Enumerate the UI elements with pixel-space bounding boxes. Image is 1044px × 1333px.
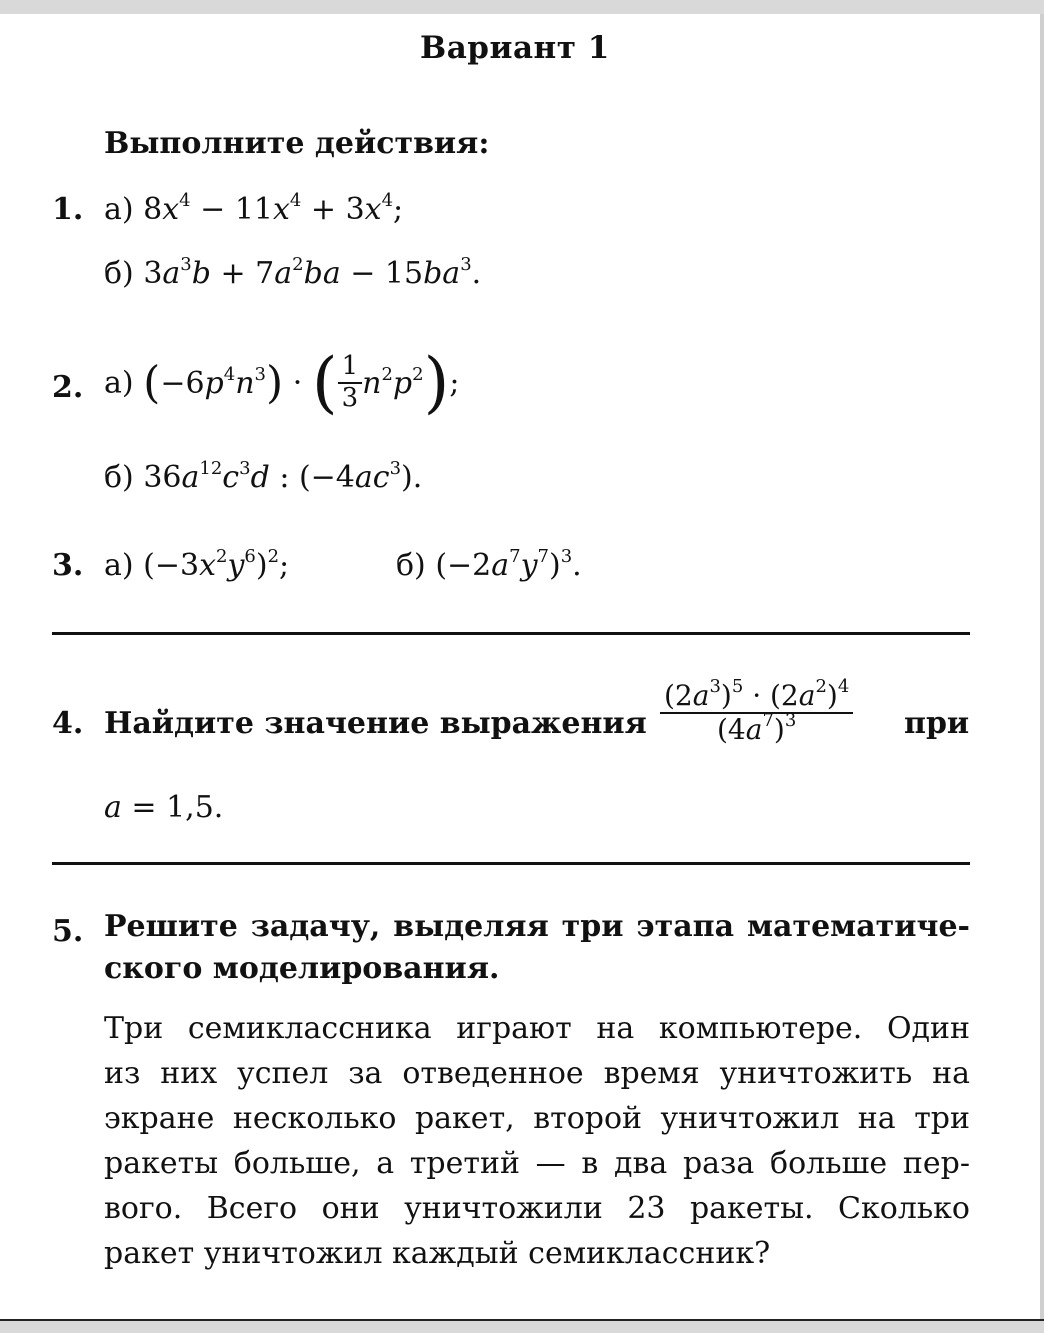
task-1b-expression: $3a^3b + 7a^2ba - 15ba^3$. — [143, 254, 482, 291]
instructions: Выполните действия: — [104, 126, 490, 161]
task-1a-label: а) — [104, 192, 134, 227]
task-4-number: 4. — [52, 706, 84, 741]
task-5-body-line: Три семиклассника играют на компьютере. Один — [104, 1011, 970, 1046]
task-2a — [104, 344, 460, 421]
task-3a-expression: $(-3x^2y^6)^2$; — [143, 546, 290, 583]
task-3a-label: а) — [104, 548, 134, 583]
task-5-body-line: ракеты больше, а третий — в два раза больше пер- — [104, 1146, 970, 1181]
task-5-body-line: экране несколько ракет, второй уничтожил на три — [104, 1101, 970, 1136]
task-4-condition: a = 1,5. — [104, 790, 224, 825]
task-1-number: 1. — [52, 192, 84, 227]
task-3-number: 3. — [52, 548, 84, 583]
task-2a-label: а) — [104, 365, 134, 401]
task-5-body-line: вого. Всего они уничтожили 23 ракеты. Сколько — [104, 1191, 970, 1226]
task-1a-expression: $8x^4 - 11x^4 + 3x^4$; — [143, 190, 404, 227]
task-5-body-line: ракет уничтожил каждый семиклассник? — [104, 1236, 771, 1271]
task-3b-expression: $(-2a^7y^7)^3$. — [435, 546, 582, 583]
task-3b-label: б) — [396, 548, 426, 583]
divider — [52, 862, 970, 865]
task-3a — [104, 548, 289, 583]
task-5-number: 5. — [52, 914, 84, 949]
page-title: Вариант 1 — [420, 30, 610, 66]
task-2b-label: б) — [104, 460, 134, 495]
task-2b-expression: $36a^{12}c^3d$ : $(-4ac^3)$. — [143, 458, 423, 495]
task-3b — [396, 548, 582, 583]
divider — [52, 632, 970, 635]
task-2a-expression: $(-6p^4n^3)$ · ( $\frac{1}{3}$ $n^2p^2$); — [143, 344, 460, 421]
task-1a — [104, 192, 403, 227]
task-2-number: 2. — [52, 370, 84, 405]
task-4-fraction: $\frac{(2a^3)^5 \cdot (2a^2)^4}{(4a^7)^3}$ — [660, 680, 853, 746]
task-5-body-line: из них успел за отведенное время уничтожить на — [104, 1056, 970, 1091]
task-5-heading-line: Решите задачу, выделяя три этапа математиче- — [104, 909, 970, 944]
task-4-text: Найдите значение выражения — [104, 706, 647, 741]
task-1b — [104, 256, 481, 291]
task-5-heading — [104, 906, 970, 990]
task-5-body — [104, 1006, 970, 1276]
page-edge-line — [0, 1319, 1044, 1321]
task-2b — [104, 460, 422, 495]
task-5-heading-line: ского моделирования. — [104, 951, 500, 986]
task-4-tail: при — [904, 706, 970, 741]
task-1b-label: б) — [104, 256, 134, 291]
